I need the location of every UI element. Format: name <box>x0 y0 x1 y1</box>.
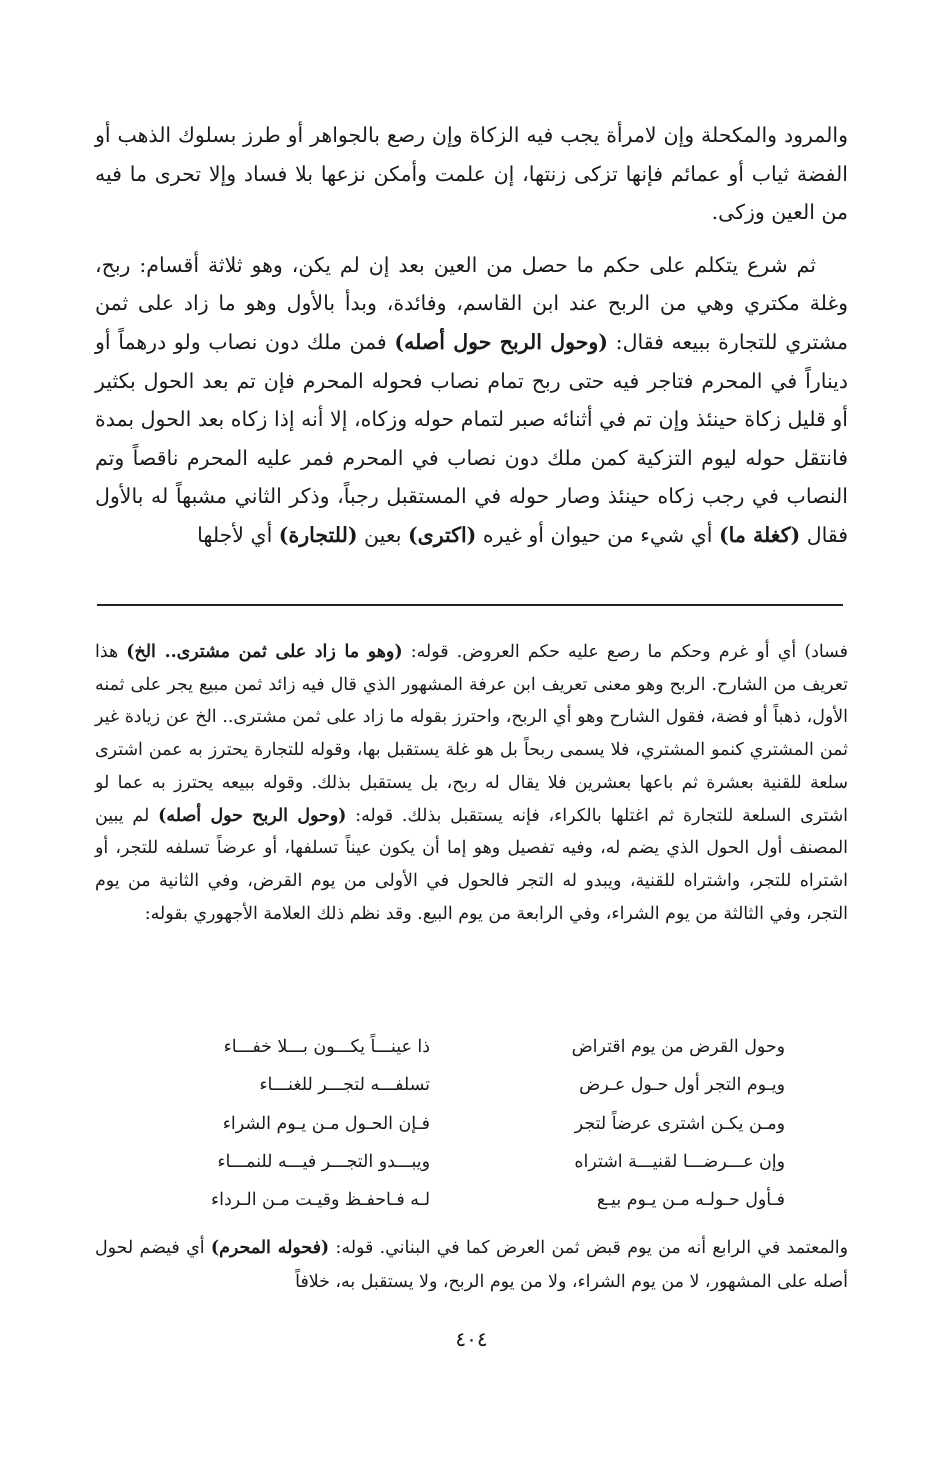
poem <box>175 1028 785 1219</box>
text-run: فمن ملك دون نصاب ولو درهماً أو ديناراً في المحرم فتاجر فيه حتى ربح تمام نصاب فحوله المحرم فإن تم بعد الحول بكثير أو قليل زكاة حينئذ وإن تم في أثنائه صبر لتمام حوله وزكاه، إلا أنه إذا زكاه بعد الحول بمدة فانتقل حوله ليوم التزكية كمن ملك دون نصاب في المحرم فمر عليه المحرم ناقصاً وتم النصاب في رجب زكاه حينئذ وصار حوله في المستقبل رجباً، وذكر الثاني مشبهاً له بالأول فقال <box>95 329 848 547</box>
text-run: والمعتمد في الرابع أنه من يوم قبض ثمن العرض كما في البناني. قوله: <box>329 1238 848 1258</box>
text-run: فساد) أي أو غرم وحكم ما رصع عليه حكم العروض. قوله: <box>402 642 848 662</box>
text-run: لم يبين المصنف أول الحول الذي يضم له، وفيه تفصيل وهو إما أن يكون عيناً تسلفها، أو عرضاً تسلفه للتجر، أو اشتراه للتجر، واشتراه للقنية، ويبدو له التجر فالحول في الأولى من يوم القرض، وفي الثانية من يوم التجر، وفي الثالثة من يوم الشراء، وفي الرابعة من يوم البيع. وقد نظم ذلك العلامة الأجهوري بقوله: <box>95 805 848 924</box>
main-paragraph-1 <box>95 116 848 232</box>
poem-verse <box>175 1143 785 1181</box>
text-run: أي فيضم لحول أصله على المشهور، لا من يوم الشراء، ولا من يوم الربح، ولا يستقبل به، خلافاً <box>95 1238 848 1292</box>
verse-first-hemistich: ويـوم التجر أول حـول عـرض <box>579 1075 785 1096</box>
footnote-paragraph <box>95 636 848 930</box>
main-text <box>95 116 848 555</box>
poem-verse <box>175 1181 785 1219</box>
bold-quote: (كغلة ما) <box>718 522 801 547</box>
poem-verse <box>175 1105 785 1143</box>
verse-second-hemistich: لـه فـاحفـظ وقيـت مـن الـرداء <box>210 1190 430 1211</box>
footnote-paragraph <box>95 1232 848 1299</box>
verse-second-hemistich: ويبـــدو التجـــر فيـــه للنمـــاء <box>217 1151 430 1172</box>
text-run: أي لأجلها <box>197 522 279 547</box>
verse-first-hemistich: وحول القرض من يوم اقتراض <box>571 1037 785 1057</box>
text-run: والمرود والمكحلة وإن لامرأة يجب فيه الزكاة وإن رصع بالجواهر أو طرز بسلوك الذهب أو الفضة ثياب أو عمائم فإنها تزكى زنتها، إن علمت وأمكن نزعها بلا فساد وإلا تحرى ما فيه من العين وزكى. <box>95 123 848 225</box>
bold-quote: (وحول الربح حول أصله) <box>394 329 608 354</box>
bold-quote: (فحوله المحرم) <box>210 1238 330 1258</box>
footnote-separator <box>97 604 843 606</box>
verse-first-hemistich: ومـن يكـن اشترى عرضاً لتجر <box>574 1113 785 1134</box>
text-run: بعين <box>357 522 408 547</box>
verse-first-hemistich: وإن عـــرضـــا لقنيـــة اشتراه <box>574 1151 785 1172</box>
verse-second-hemistich: فـإن الحـول مـن يـوم الشراء <box>222 1113 430 1134</box>
verse-first-hemistich: فـأول حـولـه مـن يـوم بيـع <box>596 1190 785 1211</box>
verse-second-hemistich: تسلفـــه لتجـــر للغنـــاء <box>259 1075 430 1096</box>
text-run: ثم شرع يتكلم على حكم ما حصل من العين بعد إن لم يكن، وهو ثلاثة أقسام: ربح، وغلة مكتري وهي من الربح عند ابن القاسم، وفائدة، وبدأ بالأول وهو ما زاد على ثمن مشتري للتجارة ببيعه فقال: <box>95 252 849 354</box>
poem-verse <box>175 1066 785 1104</box>
text-run: أي شيء من حيوان أو غيره <box>476 522 719 547</box>
bold-quote: (اكترى) <box>407 522 477 547</box>
main-paragraph-2 <box>95 246 848 555</box>
bold-quote: (وهو ما زاد على ثمن مشترى.. الخ) <box>126 642 403 662</box>
footnote-text <box>95 636 848 930</box>
page-number: ٤٠٤ <box>455 1327 488 1351</box>
page <box>95 0 848 1469</box>
verse-second-hemistich: ذا عينـــاً يكـــون بـــلا خفـــاء <box>223 1037 430 1057</box>
footnote-continuation <box>95 1232 848 1299</box>
poem-verse <box>175 1028 785 1066</box>
text-run: هذا تعريف من الشارح. الربح وهو معنى تعريف ابن عرفة المشهور الذي قال فيه زائد ثمن مبيع يجر على ثمنه الأول، ذهباً أو فضة، فقول الشارح وهو أي الربح، واحترز بقوله ما زاد على ثمن مشترى.. الخ عن زيادة غير ثمن المشتري كنمو المشتري، فلا يسمى ربحاً بل هو غلة يستقبل بها، وقوله للتجارة يحترز به عمن اشترى سلعة للقنية بعشرة ثم باعها بعشرين فلا يقال له ربح، بل يستقبل بذلك. وقوله ببيعه يحترز به عما لو اشترى السلعة للتجارة ثم اغتلها بالكراء، فإنه يستقبل بذلك. قوله: <box>95 642 848 826</box>
bold-quote: (للتجارة) <box>278 522 358 547</box>
bold-quote: (وحول الربح حول أصله) <box>158 805 347 826</box>
